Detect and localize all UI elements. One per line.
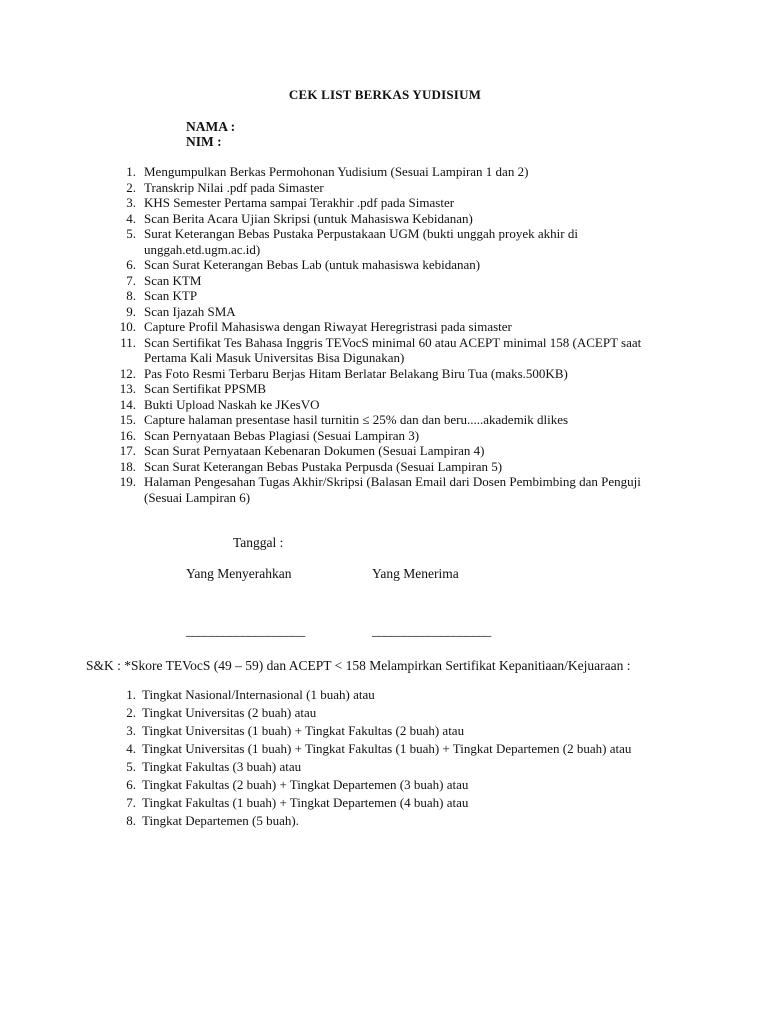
checklist-item xyxy=(114,211,674,227)
tanggal-label: Tanggal : xyxy=(233,535,284,550)
condition-item xyxy=(114,794,664,812)
checklist xyxy=(114,164,674,505)
terms-note: S&K : *Skore TEVocS (49 – 59) dan ACEPT < 158 Melampirkan Sertifikat Kepanitiaan/Kejuaraan : xyxy=(86,658,631,673)
document-title: CEK LIST BERKAS YUDISIUM xyxy=(288,87,482,102)
checklist-item-number: 4. xyxy=(126,210,136,226)
checklist-item-number: 8. xyxy=(126,288,136,303)
condition-item-number: 6. xyxy=(126,777,136,792)
nim-label: NIM : xyxy=(186,134,222,149)
condition-item-text: Tingkat Universitas (1 buah) + Tingkat Fakultas (2 buah) atau xyxy=(142,723,465,738)
checklist-item-number: 7. xyxy=(126,272,136,288)
checklist-item xyxy=(114,335,674,366)
condition-item-number: 5. xyxy=(126,759,136,774)
checklist-item-number: 17. xyxy=(119,443,136,458)
condition-item xyxy=(114,812,664,830)
checklist-item xyxy=(114,412,674,428)
signature-line-right: ___________________ xyxy=(372,623,491,638)
nama-label: NAMA : xyxy=(186,119,236,134)
checklist-item xyxy=(114,459,674,475)
checklist-item xyxy=(114,366,674,382)
condition-item-number: 7. xyxy=(126,795,136,810)
checklist-item-text: KHS Semester Pertama sampai Terakhir .pdf pada Simaster xyxy=(144,195,455,210)
condition-item-text: Tingkat Departemen (5 buah). xyxy=(142,813,299,828)
checklist-item-text: Scan Sertifikat PPSMB xyxy=(144,381,267,396)
checklist-item xyxy=(114,319,674,335)
checklist-item xyxy=(114,195,674,211)
condition-item-text: Tingkat Nasional/Internasional (1 buah) atau xyxy=(142,687,375,702)
checklist-item-text: Capture halaman presentase hasil turnitin ≤ 25% dan dan beru.....akademik dlikes xyxy=(144,412,569,427)
checklist-item-number: 5. xyxy=(126,226,136,241)
condition-item-number: 4. xyxy=(126,741,136,756)
checklist-item xyxy=(114,428,674,444)
checklist-item-number: 6. xyxy=(126,257,136,272)
checklist-item xyxy=(114,273,674,289)
checklist-item-number: 18. xyxy=(119,458,136,474)
condition-item xyxy=(114,686,664,704)
checklist-item xyxy=(114,381,674,397)
checklist-item-number: 16. xyxy=(119,427,136,443)
checklist-item xyxy=(114,288,674,304)
condition-item-number: 2. xyxy=(126,705,136,720)
signature-line-left: ___________________ xyxy=(186,623,305,638)
checklist-item xyxy=(114,443,674,459)
checklist-item-number: 15. xyxy=(119,412,136,427)
checklist-item-number: 14. xyxy=(119,396,136,412)
checklist-item-number: 13. xyxy=(119,381,136,396)
yang-menyerahkan-label: Yang Menyerahkan xyxy=(186,566,292,581)
checklist-item-text: Surat Keterangan Bebas Pustaka Perpustakaan UGM (bukti unggah proyek akhir di unggah.etd.ugm.ac.id) xyxy=(144,226,578,257)
condition-item-text: Tingkat Universitas (2 buah) atau xyxy=(142,705,317,720)
checklist-item xyxy=(114,226,674,257)
checklist-item-text: Scan Sertifikat Tes Bahasa Inggris TEVocS minimal 60 atau ACEPT minimal 158 (ACEPT saat Pertama Kali Masuk Universitas Bisa Digunakan) xyxy=(144,334,642,365)
checklist-item xyxy=(114,397,674,413)
condition-item xyxy=(114,758,664,776)
condition-item-number: 8. xyxy=(126,813,136,828)
checklist-item xyxy=(114,180,674,196)
checklist-item-text: Scan Ijazah SMA xyxy=(144,303,236,319)
checklist-item-number: 2. xyxy=(126,179,136,195)
condition-item-number: 3. xyxy=(126,723,136,738)
checklist-item-text: Scan Surat Keterangan Bebas Lab (untuk mahasiswa kebidanan) xyxy=(144,257,481,272)
condition-item xyxy=(114,776,664,794)
checklist-item-text: Scan Surat Keterangan Bebas Pustaka Perpusda (Sesuai Lampiran 5) xyxy=(144,458,503,474)
checklist-item-text: Mengumpulkan Berkas Permohonan Yudisium (Sesuai Lampiran 1 dan 2) xyxy=(144,164,529,179)
checklist-item-number: 10. xyxy=(119,319,136,334)
condition-item-text: Tingkat Fakultas (1 buah) + Tingkat Departemen (4 buah) atau xyxy=(142,795,469,810)
checklist-item-text: Scan Surat Pernyataan Kebenaran Dokumen (Sesuai Lampiran 4) xyxy=(144,443,485,458)
condition-item xyxy=(114,704,664,722)
checklist-item-text: Scan Pernyataan Bebas Plagiasi (Sesuai Lampiran 3) xyxy=(144,427,420,443)
yang-menerima-label: Yang Menerima xyxy=(372,566,459,581)
checklist-item-text: Scan KTP xyxy=(144,288,198,303)
condition-item-number: 1. xyxy=(126,687,136,702)
checklist-item-number: 12. xyxy=(119,365,136,381)
checklist-item-text: Halaman Pengesahan Tugas Akhir/Skripsi (Balasan Email dari Dosen Pembimbing dan Penguji (Sesuai Lampiran 6) xyxy=(144,474,641,505)
checklist-item-number: 19. xyxy=(119,474,136,489)
checklist-item-text: Capture Profil Mahasiswa dengan Riwayat Heregristrasi pada simaster xyxy=(144,319,512,334)
condition-item-text: Tingkat Universitas (1 buah) + Tingkat Fakultas (1 buah) + Tingkat Departemen (2 buah) atau xyxy=(142,741,632,756)
checklist-item xyxy=(114,474,674,505)
condition-item-text: Tingkat Fakultas (3 buah) atau xyxy=(142,759,302,774)
checklist-item-text: Scan Berita Acara Ujian Skripsi (untuk Mahasiswa Kebidanan) xyxy=(144,210,473,226)
identity-block xyxy=(186,119,235,149)
checklist-item-number: 3. xyxy=(126,195,136,210)
checklist-item-number: 11. xyxy=(120,334,136,350)
conditions-list xyxy=(114,686,664,830)
checklist-item xyxy=(114,164,674,180)
checklist-item xyxy=(114,304,674,320)
checklist-item-text: Scan KTM xyxy=(144,272,202,288)
checklist-item-number: 1. xyxy=(126,164,136,179)
condition-item-text: Tingkat Fakultas (2 buah) + Tingkat Departemen (3 buah) atau xyxy=(142,777,469,792)
checklist-item-text: Pas Foto Resmi Terbaru Berjas Hitam Berlatar Belakang Biru Tua (maks.500KB) xyxy=(144,365,568,381)
checklist-item-text: Bukti Upload Naskah ke JKesVO xyxy=(144,396,320,412)
condition-item xyxy=(114,740,664,758)
checklist-item-number: 9. xyxy=(126,303,136,319)
condition-item xyxy=(114,722,664,740)
checklist-item xyxy=(114,257,674,273)
checklist-item-text: Transkrip Nilai .pdf pada Simaster xyxy=(144,179,324,195)
